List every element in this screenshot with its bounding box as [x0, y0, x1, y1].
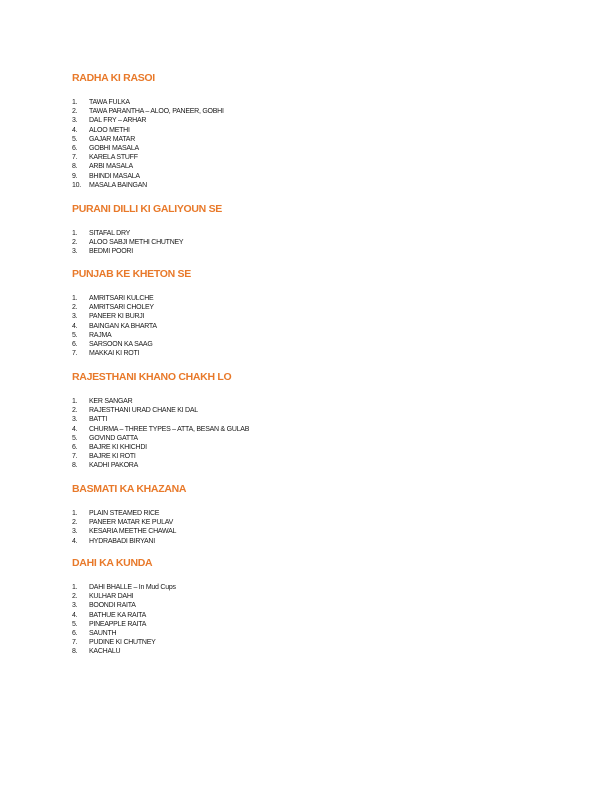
- item-label: KULHAR DAHI: [89, 593, 134, 601]
- list-item: [72, 452, 249, 461]
- item-number: 7.: [72, 453, 78, 461]
- item-number: 2.: [72, 407, 78, 415]
- item-number: 6.: [72, 629, 78, 637]
- item-label: BAINGAN KA BHARTA: [89, 322, 157, 330]
- item-label: ALOO SABJI METHI CHUTNEY: [89, 239, 184, 247]
- list-item: [72, 461, 249, 470]
- item-number: 10.: [72, 181, 81, 189]
- item-number: 7.: [72, 154, 78, 162]
- item-label: BAJRE KI ROTI: [89, 453, 136, 461]
- list-item: [72, 601, 176, 610]
- list-item: [72, 349, 157, 358]
- item-number: 4.: [72, 425, 78, 433]
- item-label: KESARIA MEETHE CHAWAL: [89, 528, 177, 536]
- item-number: 3.: [72, 313, 78, 321]
- item-label: MAKKAI KI ROTI: [89, 350, 140, 358]
- item-label: SARSOON KA SAAG: [89, 340, 153, 348]
- item-number: 1.: [72, 230, 78, 237]
- item-number: 4.: [72, 611, 78, 619]
- list-item: [72, 116, 224, 125]
- list-item: [72, 340, 157, 349]
- item-label: BAJRE KI KHICHDI: [89, 443, 147, 451]
- list-item: [72, 331, 157, 340]
- item-number: 6.: [72, 340, 78, 348]
- item-label: TAWA FULKA: [89, 99, 130, 106]
- item-number: 1.: [72, 584, 78, 591]
- item-label: RAJESTHANI URAD CHANE KI DAL: [89, 407, 198, 415]
- list-item: [72, 172, 224, 181]
- list-item: [72, 434, 249, 443]
- item-number: 1.: [72, 510, 78, 517]
- item-label: BATHUE KA RAITA: [89, 611, 147, 619]
- item-number: 3.: [72, 117, 78, 125]
- item-label: PINEAPPLE RAITA: [89, 620, 147, 628]
- list-item: [72, 98, 224, 107]
- item-label: GOBHI MASALA: [89, 144, 139, 152]
- item-label: GOVIND GATTA: [89, 434, 138, 442]
- list-item: [72, 611, 176, 620]
- item-number: 8.: [72, 163, 78, 171]
- list-item: [72, 537, 176, 546]
- item-label: CHURMA – THREE TYPES – ATTA, BESAN & GULAB: [89, 425, 250, 433]
- list-item: [72, 229, 183, 238]
- list-item: [72, 583, 176, 592]
- item-label: TAWA PARANTHA – ALOO, PANEER, GOBHI: [89, 108, 224, 116]
- list-item: [72, 153, 224, 162]
- item-number: 5.: [72, 620, 78, 628]
- item-label: KARELA STUFF: [89, 154, 138, 162]
- item-number: 2.: [72, 239, 78, 247]
- item-label: KER SANGAR: [89, 398, 133, 405]
- item-label: PANEER MATAR KE PULAV: [89, 519, 174, 527]
- item-number: 7.: [72, 639, 78, 647]
- list-item: [72, 303, 157, 312]
- list-item: [72, 592, 176, 601]
- item-label: HYDRABADI BIRYANI: [89, 537, 155, 545]
- item-label: BOONDI RAITA: [89, 602, 136, 610]
- item-number: 6.: [72, 443, 78, 451]
- item-number: 2.: [72, 519, 78, 527]
- item-label: KADHI PAKORA: [89, 462, 138, 470]
- item-number: 1.: [72, 99, 78, 106]
- item-number: 4.: [72, 126, 78, 134]
- list-item: [72, 181, 224, 190]
- item-label: PLAIN STEAMED RICE: [89, 510, 160, 517]
- section-title: RADHA KI RASOI: [72, 72, 155, 84]
- list-item: [72, 238, 183, 247]
- item-number: 8.: [72, 462, 78, 470]
- item-number: 3.: [72, 416, 78, 424]
- item-label: BATTI: [89, 416, 108, 424]
- item-label: BEDMI POORI: [89, 248, 133, 256]
- list-item: [72, 126, 224, 135]
- item-number: 5.: [72, 135, 78, 143]
- list-item: [72, 629, 176, 638]
- item-number: 6.: [72, 144, 78, 152]
- item-label: RAJMA: [89, 331, 112, 339]
- list-item: [72, 144, 224, 153]
- section-title: DAHI KA KUNDA: [72, 557, 153, 569]
- section-title: BASMATI KA KHAZANA: [72, 483, 187, 495]
- item-label: ALOO METHI: [89, 126, 130, 134]
- list-item: [72, 162, 224, 171]
- item-label: MASALA BAINGAN: [89, 181, 147, 189]
- item-label: PANEER KI BURJI: [89, 313, 145, 321]
- item-number: 1.: [72, 398, 78, 405]
- list-item: [72, 247, 183, 256]
- item-number: 1.: [72, 295, 78, 302]
- item-number: 3.: [72, 248, 78, 256]
- item-list: [72, 583, 176, 657]
- list-item: [72, 415, 249, 424]
- item-label: BHINDI MASALA: [89, 172, 140, 180]
- item-list: [72, 509, 176, 546]
- item-number: 2.: [72, 108, 78, 116]
- item-label: ARBI MASALA: [89, 163, 133, 171]
- item-list: [72, 294, 157, 358]
- list-item: [72, 322, 157, 331]
- section-title: RAJESTHANI KHANO CHAKH LO: [72, 371, 232, 383]
- list-item: [72, 443, 249, 452]
- list-item: [72, 638, 176, 647]
- item-label: AMRITSARI KULCHE: [89, 295, 154, 302]
- item-list: [72, 397, 249, 471]
- item-number: 2.: [72, 593, 78, 601]
- item-number: 3.: [72, 602, 78, 610]
- section-title: PURANI DILLI KI GALIYOUN SE: [72, 203, 222, 215]
- item-label: SAUNTH: [89, 629, 117, 637]
- item-list: [72, 98, 224, 190]
- list-item: [72, 135, 224, 144]
- item-label: SITAFAL DRY: [89, 230, 131, 237]
- item-label: DAL FRY – ARHAR: [89, 117, 147, 125]
- list-item: [72, 107, 224, 116]
- item-label: DAHI BHALLE – In Mud Cups: [89, 584, 176, 591]
- list-item: [72, 509, 176, 518]
- list-item: [72, 620, 176, 629]
- item-number: 5.: [72, 434, 78, 442]
- item-number: 4.: [72, 322, 78, 330]
- list-item: [72, 518, 176, 527]
- list-item: [72, 647, 176, 656]
- item-list: [72, 229, 183, 257]
- item-number: 4.: [72, 537, 78, 545]
- item-label: PUDINE KI CHUTNEY: [89, 639, 156, 647]
- item-label: AMRITSARI CHOLEY: [89, 304, 154, 312]
- item-label: GAJAR MATAR: [89, 135, 135, 143]
- item-number: 5.: [72, 331, 78, 339]
- item-label: KACHALU: [89, 648, 121, 656]
- section-title: PUNJAB KE KHETON SE: [72, 268, 191, 280]
- list-item: [72, 425, 249, 434]
- item-number: 7.: [72, 350, 78, 358]
- item-number: 8.: [72, 648, 78, 656]
- list-item: [72, 406, 249, 415]
- list-item: [72, 397, 249, 406]
- item-number: 3.: [72, 528, 78, 536]
- list-item: [72, 527, 176, 536]
- list-item: [72, 312, 157, 321]
- item-number: 9.: [72, 172, 78, 180]
- item-number: 2.: [72, 304, 78, 312]
- list-item: [72, 294, 157, 303]
